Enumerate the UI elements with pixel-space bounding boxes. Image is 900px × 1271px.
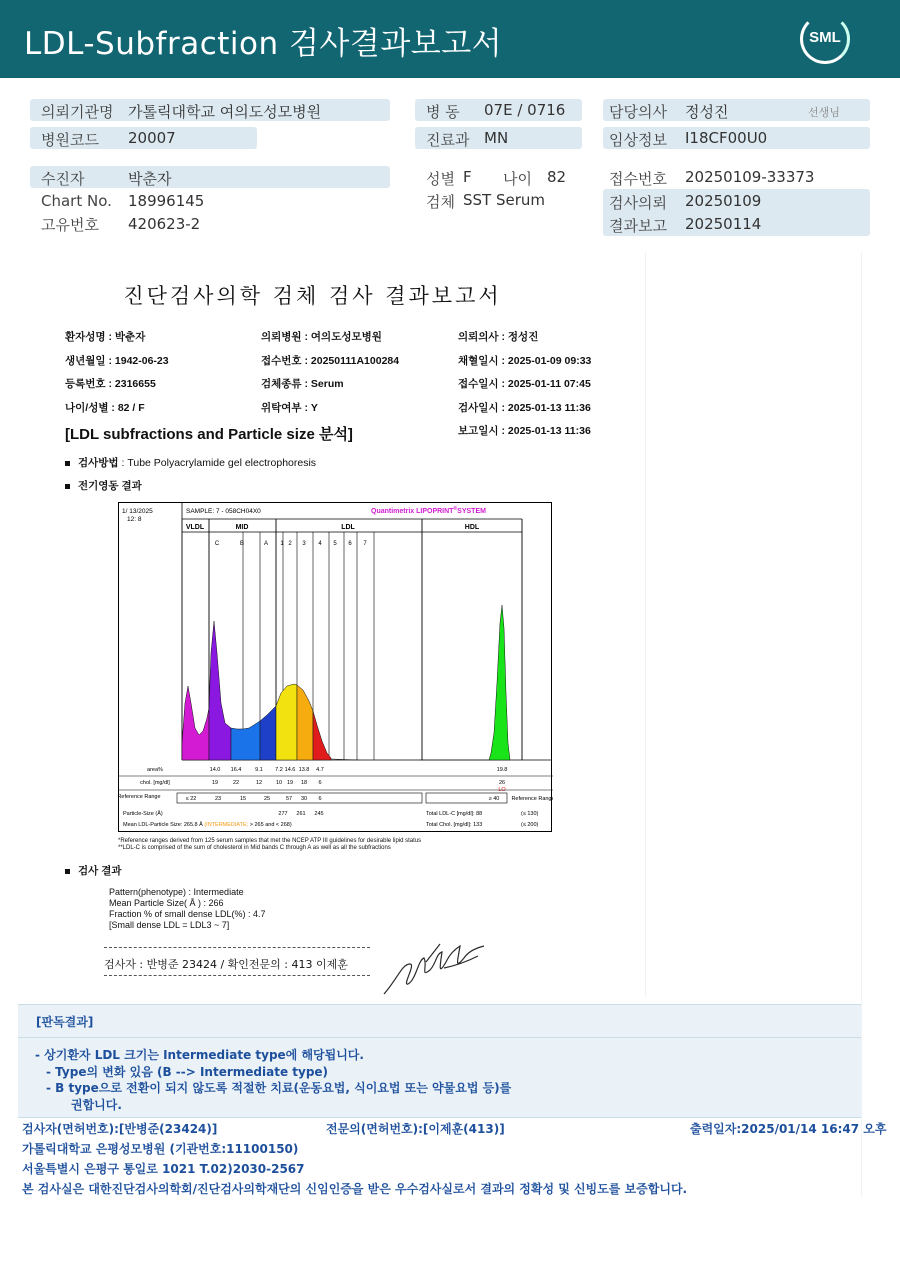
area-row-value-1: 16.4 [230, 767, 242, 773]
mid-c-peak [209, 621, 231, 760]
interpretation-header: [판독결과] [36, 1015, 94, 1029]
mid-b-peak [231, 721, 260, 760]
chart-brand: Quantimetrix LIPOPRINT®SYSTEM [371, 506, 486, 515]
chol-row-value-2: 12 [255, 780, 263, 786]
clinical-label: 임상정보 [609, 131, 667, 149]
doctor-label: 담당의사 [609, 103, 667, 121]
result-label: 결과보고 [609, 217, 667, 235]
result-section-label: 검사 결과 [78, 865, 122, 877]
report-title: 진단검사의학 검체 검사 결과보고서 [123, 284, 502, 308]
specimen-value: SST Serum [463, 191, 546, 209]
sex-value: F [463, 168, 472, 186]
ref-value-4: 57 [285, 796, 293, 802]
ldl-3-peak [313, 711, 331, 760]
total-ldl-ref: (≤ 130) [521, 811, 539, 817]
area-row-value-2: 9.1 [255, 767, 263, 773]
area-row-value-4: 14.6 [284, 767, 296, 773]
group-label-vldl: VLDL [185, 524, 205, 531]
logo-text: SML [809, 29, 841, 46]
header-bar [0, 0, 900, 78]
patient-value: 박춘자 [128, 170, 172, 188]
electrophoresis-svg [119, 503, 553, 833]
sml-logo [800, 14, 850, 64]
institution-label: 의뢰기관명 [41, 103, 114, 121]
group-label-mid: MID [235, 524, 249, 531]
area-row-value-10: 19.8 [496, 767, 508, 773]
report-row-3-col-3: 접수일시 : 2025-01-11 07:45 [458, 378, 591, 390]
footer-address: 서울특별시 은평구 통일로 1021 T.02)2030-2567 [22, 1162, 305, 1176]
receipt-value: 20250109-33373 [685, 168, 815, 186]
area-row-value-6: 4.7 [316, 767, 324, 773]
report-date: 보고일시 : 2025-01-13 11:36 [458, 425, 591, 437]
area-row-value-3: 7.2 [275, 767, 283, 773]
band-label-4: 4 [318, 541, 322, 547]
ldl-2-peak [297, 685, 313, 760]
report-row-1-col-2: 의뢰병원 : 여의도성모병원 [261, 331, 382, 343]
result-line-3: Fraction % of small dense LDL(%) : 4.7 [109, 909, 266, 919]
ref-value-2: 15 [239, 796, 247, 802]
band-label-3: 3 [302, 541, 306, 547]
band-label-5: 5 [333, 541, 337, 547]
request-label: 검사의뢰 [609, 194, 667, 212]
page-right-divider [861, 252, 862, 1197]
footer-specialist: 전문의(면허번호):[이제훈(413)] [326, 1122, 505, 1136]
dept-value: MN [484, 129, 509, 147]
ward-value: 07E / 0716 [484, 101, 566, 119]
result-value: 20250114 [685, 215, 762, 233]
footer-tester: 검사자(면허번호):[반병준(23424)] [22, 1122, 218, 1136]
report-right-divider [645, 252, 646, 997]
ref-value-0: ≤ 22 [185, 796, 197, 802]
age-label: 나이 [503, 170, 532, 188]
electro-label: 전기영동 결과 [78, 480, 142, 492]
ref-value-1: 23 [214, 796, 222, 802]
institution-value: 가톨릭대학교 여의도성모병원 [128, 103, 322, 121]
method-line [65, 455, 316, 470]
specimen-label: 검체 [426, 193, 455, 211]
chart-time: 12: 8 [127, 516, 142, 523]
ref-hdl-value: ≥ 40 [488, 796, 500, 802]
unique-no-label: 고유번호 [41, 216, 99, 234]
hdl-lo-flag: LO [498, 787, 506, 793]
report-row-4-col-3: 검사일시 : 2025-01-13 11:36 [458, 402, 591, 414]
report-row-1-col-1: 환자성명 : 박춘자 [65, 331, 146, 343]
chart-no-value: 18996145 [128, 192, 205, 210]
hdl-peak [489, 605, 510, 760]
report-row-3-col-1: 등록번호 : 2316655 [65, 378, 156, 390]
mid-a-peak [260, 706, 276, 760]
mean-ldl-size: Mean LDL-Particle Size: 265.8 Å (INTERMEDIATE; > 265 and < 268) [123, 822, 292, 828]
age-value: 82 [547, 168, 567, 186]
chol-row-value-3: 10 [275, 780, 283, 786]
particle-size-value-2: 245 [314, 811, 324, 817]
ref-value-3: 25 [263, 796, 271, 802]
sex-label: 성별 [426, 170, 455, 188]
band-label-1: 1 [280, 541, 284, 547]
interpretation-line-4: 권합니다. [71, 1098, 122, 1112]
interpretation-line-3: - B type으로 전환이 되지 않도록 적절한 치료(운동요법, 식이요법 또는 약물요법 등)를 [46, 1081, 512, 1095]
report-row-2-col-2: 접수번호 : 20250111A100284 [261, 355, 400, 367]
chart-brand-name: Quantimetrix LIPOPRINT [371, 508, 454, 515]
embedded-report [40, 252, 645, 997]
electro-line [65, 478, 142, 493]
particle-size-label: Particle-Size (Å) [123, 811, 163, 817]
doctor-value: 정성진 [685, 103, 729, 121]
result-line [65, 863, 122, 878]
method-value: : Tube Polyacrylamide gel electrophoresis [121, 457, 317, 469]
chol-row-value-5: 18 [300, 780, 308, 786]
dept-label: 진료과 [426, 131, 470, 149]
band-label-2: 2 [288, 541, 292, 547]
total-chol-ref: (≤ 200) [521, 822, 539, 828]
signature-top-rule [104, 947, 370, 948]
ref-label-right: Reference Range [511, 796, 553, 802]
particle-size-value-1: 261 [296, 811, 306, 817]
receipt-label: 접수번호 [609, 170, 667, 188]
area-row-value-0: 14.0 [209, 767, 221, 773]
report-row-4-col-2: 위탁여부 : Y [261, 402, 318, 414]
unique-no-value: 420623-2 [128, 215, 201, 233]
report-row-2-col-3: 채혈일시 : 2025-01-09 09:33 [458, 355, 592, 367]
band-label-A: A [263, 541, 269, 547]
band-label-B: B [239, 541, 245, 547]
band-label-7: 7 [363, 541, 367, 547]
footer-separator [18, 1117, 861, 1118]
result-line-2: Mean Particle Size( Å ) : 266 [109, 898, 224, 908]
doctor-suffix: 선생님 [808, 106, 840, 119]
report-row-3-col-2: 검체종류 : Serum [261, 378, 344, 390]
chol-row-value-1: 22 [232, 780, 240, 786]
band-label-C: C [214, 541, 220, 547]
chol-row-value-10: 26 [498, 780, 506, 786]
request-value: 20250109 [685, 192, 762, 210]
chart-brand-suffix: SYSTEM [457, 508, 486, 515]
interpretation-line-2: - Type의 변화 있음 (B --> Intermediate type) [46, 1065, 329, 1079]
patient-label: 수진자 [41, 170, 85, 188]
chart-sample: SAMPLE: 7 - 058CH04X0 [186, 508, 261, 515]
result-line-1: Pattern(phenotype) : Intermediate [109, 887, 244, 897]
chol-row-value-4: 19 [286, 780, 294, 786]
ward-label: 병 동 [426, 103, 460, 121]
ref-value-6: 6 [318, 796, 322, 802]
handwritten-signature [380, 940, 490, 998]
plot-layer [182, 605, 510, 760]
footer-hospital: 가톨릭대학교 은평성모병원 (기관번호:11100150) [22, 1142, 299, 1156]
page-title: LDL-Subfraction 검사결과보고서 [24, 26, 503, 62]
ldl-1-peak [276, 684, 297, 760]
signature-bottom-rule [104, 975, 370, 976]
chart-date: 1/ 13/2025 [122, 508, 153, 515]
signature-line: 검사자 : 반병준 23424 / 확인전문의 : 413 이제훈 [104, 958, 348, 971]
chart-no-label: Chart No. [41, 192, 112, 210]
hospital-code-label: 병원코드 [41, 131, 99, 149]
analysis-title: [LDL subfractions and Particle size 분석] [65, 426, 353, 443]
chart-footnote-2: **LDL-C is comprised of the sum of cholesterol in Mid bands C through A as well as all the subfractions [118, 845, 391, 851]
chol-row-label: chol. [mg/dl] [140, 780, 170, 786]
total-ldl: Total LDL-C [mg/dl]: 88 [426, 811, 483, 817]
ref-box [177, 793, 422, 803]
particle-size-value-0: 277 [278, 811, 288, 817]
clinical-value: I18CF00U0 [685, 129, 768, 147]
result-line-4: [Small dense LDL = LDL3 ~ 7] [109, 920, 230, 930]
electrophoresis-chart [118, 502, 552, 832]
report-row-1-col-3: 의뢰의사 : 정성진 [458, 331, 539, 343]
vldl-peak [182, 686, 209, 760]
chol-row-value-0: 19 [211, 780, 219, 786]
report-row-2-col-1: 생년월일 : 1942-06-23 [65, 355, 169, 367]
group-label-hdl: HDL [464, 524, 480, 531]
report-row-4-col-1: 나이/성별 : 82 / F [65, 402, 145, 414]
method-label: 검사방법 [78, 457, 119, 469]
group-label-ldl: LDL [341, 524, 355, 531]
total-chol: Total Chol. [mg/dl]: 133 [426, 822, 483, 828]
interpretation-box [18, 1004, 861, 1117]
ref-label: Reference Range [119, 794, 161, 800]
interpretation-line-1: - 상기환자 LDL 크기는 Intermediate type에 해당됩니다. [35, 1048, 364, 1062]
hospital-code-value: 20007 [128, 129, 176, 147]
footer-certification: 본 검사실은 대한진단검사의학회/진단검사의학재단의 신임인증을 받은 우수검사실로서 결과의 정확성 및 신빙도를 보증합니다. [22, 1182, 688, 1196]
footer-printed: 출력일자:2025/01/14 16:47 오후 [690, 1122, 887, 1136]
table-layer [119, 767, 553, 828]
chart-footnote-1: *Reference ranges derived from 125 serum samples that met the NCEP ATP III guidelines for desirable lipid status [118, 838, 422, 844]
band-label-6: 6 [348, 541, 352, 547]
area-row-value-5: 13.8 [298, 767, 310, 773]
area-row-label: area% [147, 767, 163, 773]
ref-value-5: 30 [300, 796, 308, 802]
interpretation-separator [18, 1037, 861, 1038]
chol-row-value-6: 6 [318, 780, 322, 786]
